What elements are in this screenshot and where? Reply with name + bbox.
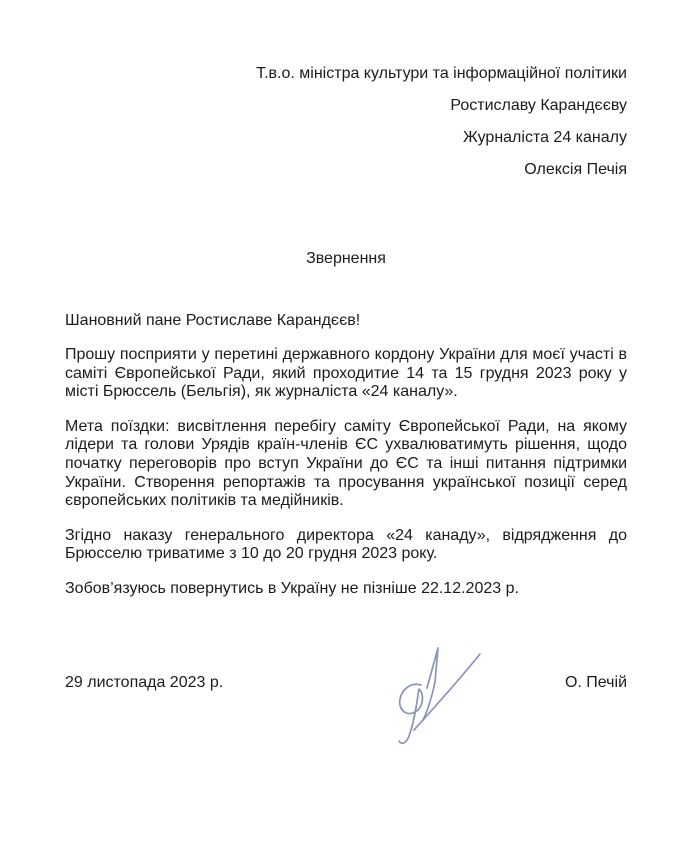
date-line: 29 листопада 2023 р. xyxy=(65,674,224,691)
letter-content xyxy=(65,0,627,599)
document-title: Звернення xyxy=(306,250,386,267)
sender-line-name: Олексія Печія xyxy=(524,161,627,178)
paragraph-purpose: Мета поїздки: висвітлення перебігу саміту Європейської Ради, на якому лідери та голови Урядів країн-членів ЄС ухвалюватимуть рішення, щодо початку переговорів про вступ України до ЄС та інші питання підтримки України. Створення репортажів та просування української позиції серед європейських політиків та медійників. xyxy=(65,417,627,510)
letter-body xyxy=(65,346,627,599)
recipient-line-position: Т.в.о. міністра культури та інформаційної політики xyxy=(256,65,627,82)
paragraph-request: Прошу посприяти у перетині державного кордону України для моєї участі в саміті Європейської Ради, який проходитие 14 та 15 грудня 2023 року у місті Брюссель (Бельгія), як журналіста «24 каналу». xyxy=(65,346,627,401)
letter-footer xyxy=(65,674,627,692)
recipient-block xyxy=(65,58,627,186)
signatory-name: О. Печій xyxy=(564,674,627,691)
paragraph-obligation: Зобов’язуюсь повернутись в Україну не пізніше 22.12.2023 р. xyxy=(65,579,519,597)
handwritten-signature-icon xyxy=(376,638,501,758)
sender-line-role: Журналіста 24 каналу xyxy=(463,129,627,146)
salutation-line: Шановний пане Ростиславе Карандєєв! xyxy=(65,312,361,329)
paragraph-order: Згідно наказу генерального директора «24 канаду», відрядження до Брюсселю триватиме з 10 до 20 грудня 2023 року. xyxy=(65,526,627,563)
recipient-line-name: Ростиславу Карандєєву xyxy=(450,97,627,114)
